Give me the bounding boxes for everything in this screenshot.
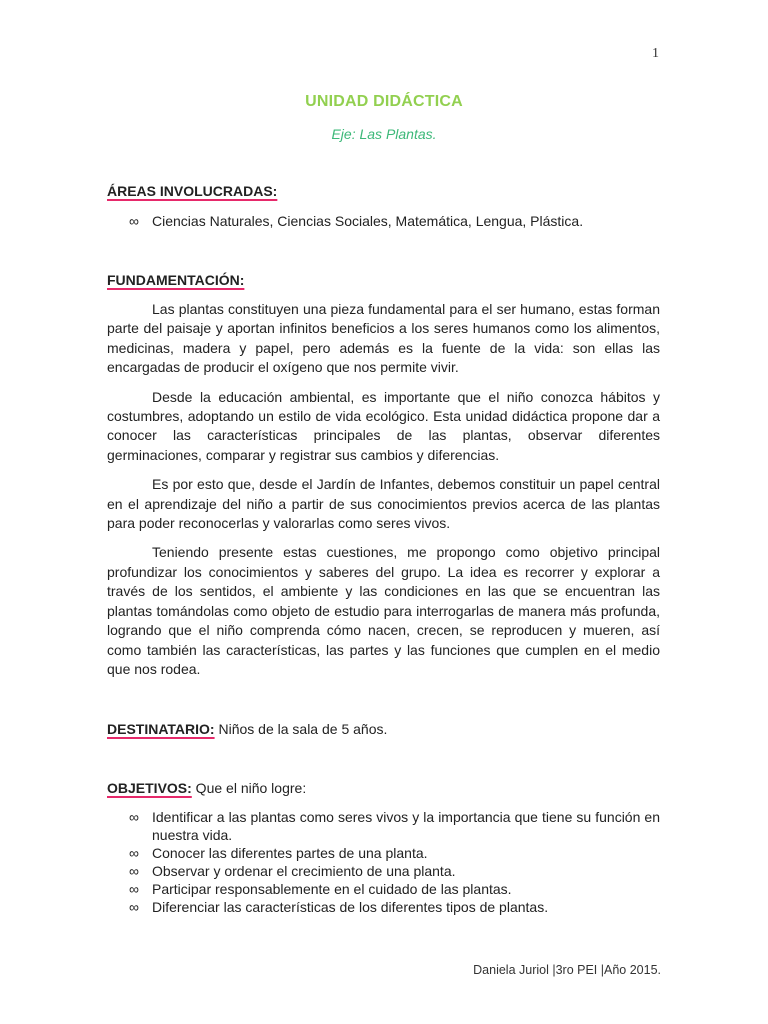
list-item: ∞ Diferenciar las características de los diferentes tipos de plantas. [129, 899, 549, 915]
objetivos-heading: OBJETIVOS: [107, 780, 192, 796]
fundamentacion-heading: FUNDAMENTACIÓN: [107, 272, 245, 288]
destinatario-heading: DESTINATARIO: [107, 721, 215, 737]
page-footer: Daniela Juriol |3ro PEI |Año 2015. [473, 963, 661, 977]
section-areas [107, 183, 660, 230]
areas-heading: ÁREAS INVOLUCRADAS: [107, 183, 278, 199]
infinity-bullet-icon: ∞ [129, 845, 139, 861]
paragraph: Desde la educación ambiental, es importante que el niño conozca hábitos y costumbres, adoptando un estilo de vida ecológico. Esta unidad didáctica propone dar a conocer las características principales de las plantas, observar diferentes germinaciones, comparar y registrar sus cambios y diferencias. [107, 388, 660, 463]
infinity-bullet-icon: ∞ [129, 863, 139, 879]
paragraph: Teniendo presente estas cuestiones, me propongo como objetivo principal profundizar los conocimientos y saberes del grupo. La idea es recorrer y explorar a través de los sentidos, el ambiente y las condiciones en las que se encuentran las plantas tomándolas como objeto de estudio para interrogarlas de manera más profunda, logrando que el niño comprenda cómo nacen, crecen, se reproducen y mueren, así como también las características, las partes y las funciones que cumplen en el medio que nos rodea. [107, 544, 660, 677]
objetivos-list [107, 808, 660, 916]
document-title: UNIDAD DIDÁCTICA [305, 93, 463, 110]
section-objetivos [107, 780, 660, 916]
list-item: ∞ Participar responsablemente en el cuidado de las plantas. [129, 881, 512, 897]
list-item: ∞ Identificar a las plantas como seres vivos y la importancia que tiene su función en nuestra vida. [129, 809, 660, 843]
infinity-bullet-icon: ∞ [129, 899, 139, 915]
areas-list [107, 212, 660, 230]
infinity-bullet-icon: ∞ [129, 213, 139, 229]
list-item: ∞ Observar y ordenar el crecimiento de una planta. [129, 863, 456, 879]
section-fundamentacion [107, 272, 660, 679]
list-item: ∞ Conocer las diferentes partes de una planta. [129, 845, 428, 861]
infinity-bullet-icon: ∞ [129, 881, 139, 897]
page-number: 1 [652, 46, 659, 61]
document-subtitle: Eje: Las Plantas. [331, 126, 437, 142]
paragraph: Es por esto que, desde el Jardín de Infantes, debemos constituir un papel central en el aprendizaje del niño a partir de sus conocimientos previos acerca de las plantas para poder reconocerlas y valorarlas como seres vivos. [107, 476, 660, 532]
objetivos-intro: Que el niño logre: [191, 780, 307, 796]
destinatario-text: Niños de la sala de 5 años. [214, 721, 388, 737]
infinity-bullet-icon: ∞ [129, 809, 139, 825]
section-destinatario [107, 721, 660, 737]
list-item: ∞ Ciencias Naturales, Ciencias Sociales, Matemática, Lengua, Plástica. [129, 213, 584, 229]
paragraph: Las plantas constituyen una pieza fundamental para el ser humano, estas forman parte del paisaje y aportan infinitos beneficios a los seres humanos como los alimentos, medicinas, madera y papel, pero además es la fuente de la vida: son ellas las encargadas de producir el oxígeno que nos permite vivir. [107, 301, 660, 376]
